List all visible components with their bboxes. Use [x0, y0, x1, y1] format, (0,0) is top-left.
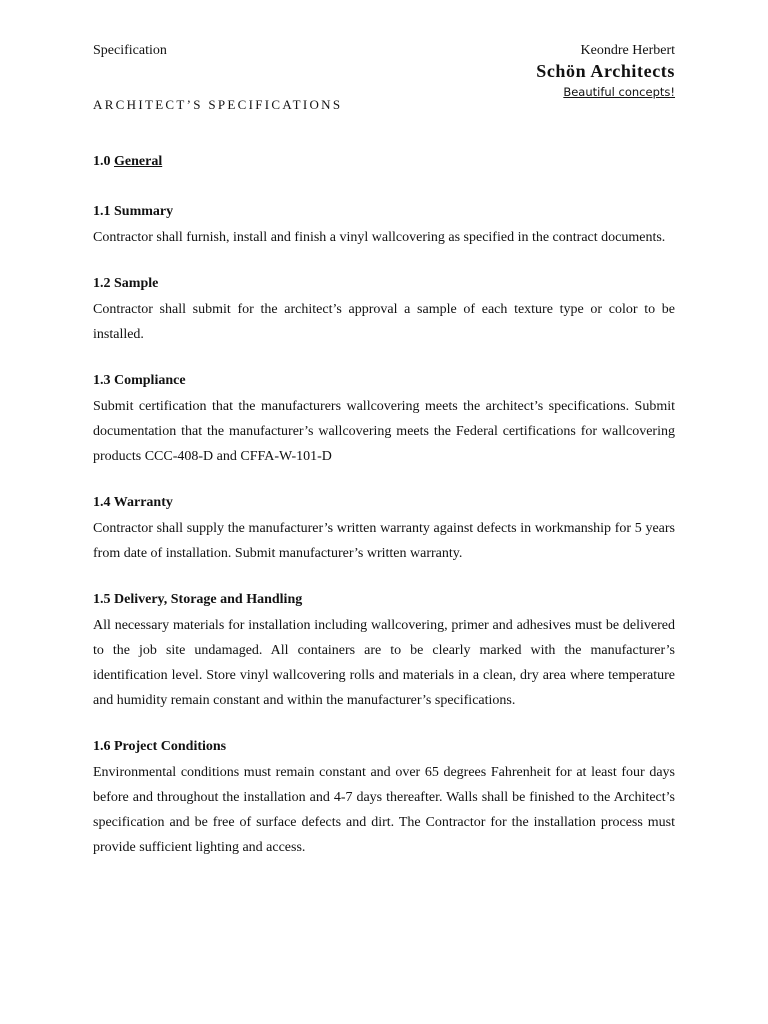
firm-tagline: Beautiful concepts!: [563, 85, 675, 99]
section-compliance: [93, 372, 675, 469]
firm-name: Schön Architects: [536, 61, 675, 81]
document-page: [93, 40, 675, 885]
section-body: Environmental conditions must remain constant and over 65 degrees Fahrenheit for at least four days before and throughout the installation and 4-7 days thereafter. Walls shall be finished to the Architect’s specification and be free of surface defects and dirt. The Contractor for the installation process must provide sufficient lighting and access.: [93, 765, 675, 855]
section-body: Contractor shall submit for the architect’s approval a sample of each texture type or color to be installed.: [93, 302, 675, 342]
header-right-block: [536, 43, 675, 99]
section-sample: [93, 275, 675, 347]
document-type-label: Specification: [93, 43, 167, 58]
author-name: Keondre Herbert: [580, 43, 675, 58]
section-heading: 1.1 Summary: [93, 204, 174, 219]
document-title: ARCHITECT’S SPECIFICATIONS: [93, 97, 343, 112]
section-project-conditions: [93, 738, 675, 860]
section-general-heading: [93, 153, 675, 171]
section-heading: 1.2 Sample: [93, 276, 159, 291]
page-header: [93, 40, 675, 100]
section-heading: 1.6 Project Conditions: [93, 739, 227, 754]
section-heading: 1.5 Delivery, Storage and Handling: [93, 592, 303, 607]
general-number: 1.0: [93, 154, 111, 169]
section-body: Submit certification that the manufacturers wallcovering meets the architect’s specifications. Submit documentation that the manufacturer’s wallcovering meets the Federal certifications for wallcovering products CCC-408-D and CFFA-W-101-D: [93, 399, 675, 464]
section-body: All necessary materials for installation including wallcovering, primer and adhesives must be delivered to the job site undamaged. All containers are to be clearly marked with the manufacturer’s identification level. Store vinyl wallcovering rolls and materials in a clean, dry area where temperature and humidity remain constant and within the manufacturer’s specifications.: [93, 618, 675, 708]
general-label: General: [114, 154, 163, 169]
section-body: Contractor shall furnish, install and finish a vinyl wallcovering as specified in the contract documents.: [93, 230, 666, 245]
section-body: Contractor shall supply the manufacturer’s written warranty against defects in workmanship for 5 years from date of installation. Submit manufacturer’s written warranty.: [93, 521, 675, 561]
section-warranty: [93, 494, 675, 566]
section-heading: 1.3 Compliance: [93, 373, 186, 388]
section-heading: 1.4 Warranty: [93, 495, 173, 510]
section-summary: [93, 203, 675, 250]
section-delivery-storage-handling: [93, 591, 675, 713]
